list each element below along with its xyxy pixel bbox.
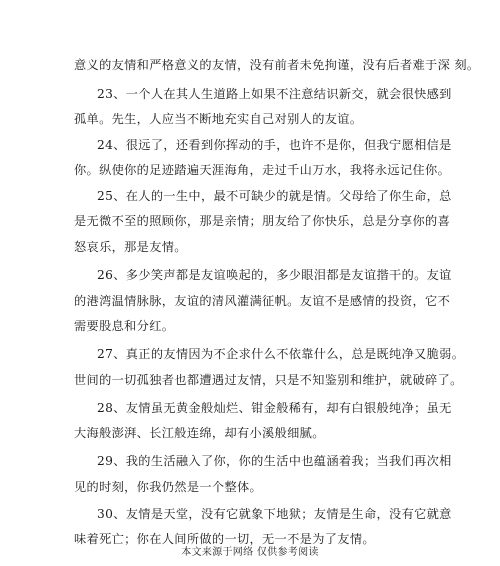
text-line: 28、友情虽无黄金般灿烂、钳金般稀有，却有白银般纯净；虽无 (97, 401, 452, 415)
text-line: 意义的友情和严格意义的友情，没有前者未免拘谨，没有后者难于深 刻。 (74, 58, 480, 72)
text-line: 25、在人的一生中，最不可缺少的就是情。父母给了你生命，总 (97, 189, 452, 203)
text-line: 怒哀乐，那是友情。 (74, 240, 187, 254)
text-line: 味着死亡；你在人间所做的一切，无一不是为了友情。 (74, 532, 375, 546)
text-line: 26、多少笑声都是友谊唤起的，多少眼泪都是友谊揩干的。友谊 (97, 268, 452, 282)
text-line: 30、友情是天堂，没有它就象下地狱；友情是生命，没有它就意 (97, 507, 452, 521)
text-line: 29、我的生活融入了你，你的生活中也蕴涵着我；当我们再次相 (97, 454, 452, 468)
page-footer: 本文来源于网络 仅供参考阅读 (181, 547, 319, 558)
text-line: 见的时刻，你我仍然是一个整体。 (74, 480, 263, 494)
text-line: 你。纵使你的足迹踏遍天涯海角，走过千山万水，我将永远记住你。 (74, 163, 451, 177)
text-line: 世间的一切孤独者也都遭遇过友情，只是不知鉴别和维护，就破碎了。 (74, 373, 463, 387)
text-line: 需要股息和分红。 (74, 319, 175, 333)
text-line: 24、很远了，还看到你挥动的手，也许不是你，但我宁愿相信是 (97, 138, 452, 152)
text-line: 27、真正的友情因为不企求什么不依靠什么，总是既纯净又脆弱。 (97, 347, 465, 361)
text-line: 大海般澎湃、长江般连绵，却有小溪般细腻。 (74, 426, 325, 440)
text-line: 孤单。先生，人应当不断地充实自己对别人的友谊。 (74, 112, 363, 126)
text-line: 是无微不至的照顾你，那是亲情；朋友给了你快乐，总是分享你的喜 (74, 214, 451, 228)
text-line: 的港湾温情脉脉，友谊的清风灌满征帆。友谊不是感情的投资，它不 (74, 294, 451, 308)
text-line: 23、一个人在其人生道路上如果不注意结识新交，就会很快感到 (97, 87, 452, 101)
